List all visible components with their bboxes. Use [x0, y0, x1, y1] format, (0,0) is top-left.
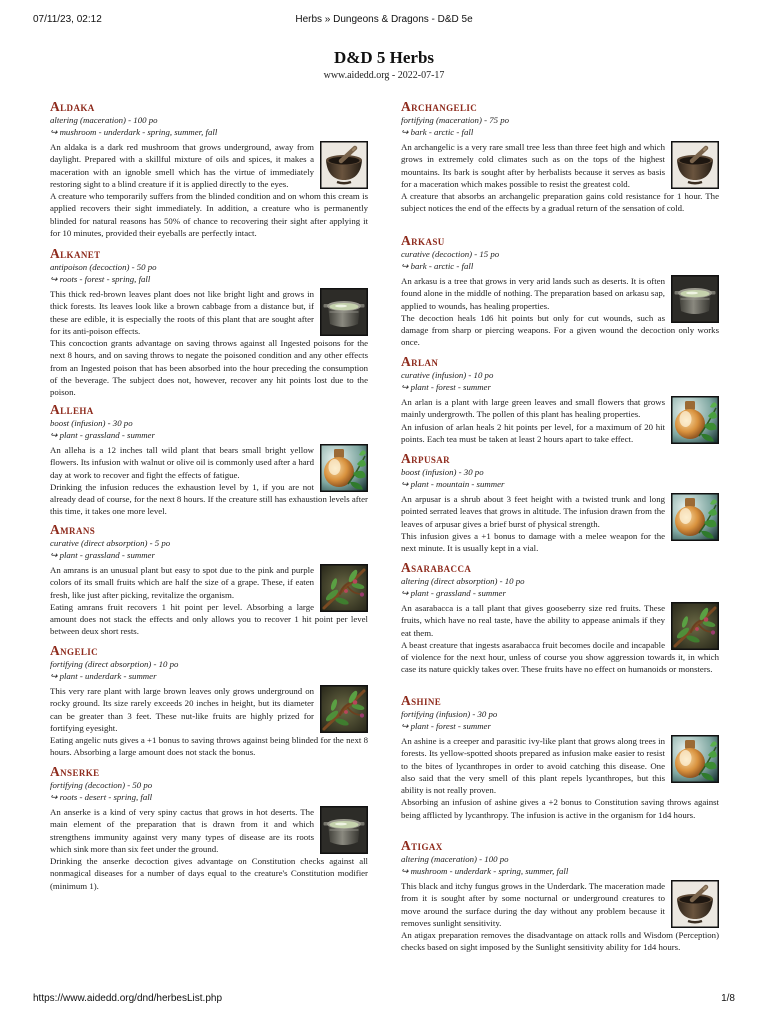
- herb-preparation: curative (infusion) - 10 po: [401, 370, 494, 380]
- herb-effect: A creature that absorbs an archangelic preparation gains cold resistance for 1 hour. The subject notices the end of the effects by a gradual return of the sensation of cold.: [401, 191, 719, 214]
- herb-lore: An arlan is a plant with large green leaves and small flowers that grows mainly undergrowth. The pollen of this plant has healing properties.: [401, 397, 665, 420]
- herb-origin: ↪ roots - desert - spring, fall: [50, 792, 153, 802]
- herb-name: Anserke: [50, 764, 100, 779]
- herb-lore: An archangelic is a very rare small tree less than three feet high and which grows in extremely cold climates such as on the tops of the highest mountains. Its bark is sought after by herbalists because it serves as basis for a maceration which makes possible to resist the greatest cold.: [401, 142, 665, 189]
- herb-origin: ↪ plant - underdark - summer: [50, 671, 157, 681]
- print-datetime: 07/11/23, 02:12: [33, 14, 102, 25]
- herb-preparation: boost (infusion) - 30 po: [401, 467, 484, 477]
- herb-name: Arlan: [401, 354, 439, 369]
- herb-name: Alleha: [50, 402, 94, 417]
- herb-lore: This very rare plant with large brown leaves only grows underground on rocky ground. Its size rarely exceeds 20 inches in height, but its diameter can be greater than 3 feet. These nut-like fruits are highly prized for fortifying eyesight.: [50, 686, 314, 733]
- herb-name: Archangelic: [401, 99, 478, 114]
- herb-preparation: altering (maceration) - 100 po: [401, 854, 509, 864]
- herb-column-right: [401, 0, 719, 953]
- herb-preparation: boost (infusion) - 30 po: [50, 418, 133, 428]
- herb-name: Amrans: [50, 522, 96, 537]
- herb-entry-arpusar: [401, 452, 719, 554]
- herb-origin: ↪ plant - grassland - summer: [50, 430, 155, 440]
- herb-preparation: fortifying (maceration) - 75 po: [401, 115, 509, 125]
- herb-effect: Eating angelic nuts gives a +1 bonus to saving throws against being blinded for the next 8 hours. Absorbing a large amount does not stack the bonus.: [50, 735, 368, 758]
- herb-effect: Absorbing an infusion of ashine gives a +2 bonus to Constitution saving throws against being afflicted by lycanthropy. The infusion is active in the organism for 1d4 hours.: [401, 797, 719, 820]
- herb-description: [50, 806, 368, 892]
- herb-name: Aldaka: [50, 99, 95, 114]
- herb-name: Ashine: [401, 693, 442, 708]
- herb-lore: An alleha is a 12 inches tall wild plant that bears small bright yellow flowers. Its infusion with walnut or olive oil is commonly used after a hard day at work to recover and fight the effects of fatigue.: [50, 445, 314, 480]
- herb-lore: An arkasu is a tree that grows in very arid lands such as deserts. It is often found alone in the middle of nothing. The preparation based on arkasu sap, applied to wounds, has healing properties.: [401, 276, 665, 311]
- herb-origin: ↪ plant - forest - summer: [401, 721, 491, 731]
- herb-entry-alleha: [50, 403, 368, 518]
- herb-effect: A beast creature that ingests asarabacca fruit becomes docile and incapable of violence for the next hour, unless of course you show aggression towards it, in which case its nature quickly takes over. These fruits have no effect on humanoids or monsters.: [401, 639, 719, 675]
- herb-name: Arpusar: [401, 451, 451, 466]
- herb-entry-ashine: [401, 694, 719, 821]
- herb-preparation: fortifying (decoction) - 50 po: [50, 780, 153, 790]
- herb-name: Alkanet: [50, 246, 101, 261]
- herb-description: [401, 396, 719, 445]
- herb-preparation: fortifying (infusion) - 30 po: [401, 709, 498, 719]
- herb-effect: Eating amrans fruit recovers 1 hit point per level. Absorbing a large amount does not stack the effects and only allows you to recover 1 hit point per level between deux short rests.: [50, 601, 368, 637]
- herb-name: Angelic: [50, 643, 99, 658]
- herb-name: Atigax: [401, 838, 443, 853]
- fruit-branch-icon: [320, 564, 368, 612]
- cauldron-icon: [320, 288, 368, 336]
- herb-description: [50, 288, 368, 399]
- herb-lore: This thick red-brown leaves plant does not like bright light and grows in thick forests. Its leaves look like a brown cabbage from a distance but, if these are edible, it is especially the roots of this plant that are sought after for its anti-poison effects.: [50, 289, 314, 336]
- cauldron-icon: [320, 806, 368, 854]
- herb-lore: This black and itchy fungus grows in the Underdark. The maceration made from it is sought after by some nocturnal or underground creatures to move around the surface during the day without any problem because it removes sunlight sensitivity.: [401, 881, 665, 928]
- mortar-pestle-icon: [671, 141, 719, 189]
- herb-preparation: curative (direct absorption) - 5 po: [50, 538, 171, 548]
- flask-icon: [671, 735, 719, 783]
- herb-origin: ↪ mushroom - underdark - spring, summer, fall: [401, 866, 569, 876]
- herb-name: Asarabacca: [401, 560, 472, 575]
- herb-effect: Drinking the infusion reduces the exhaustion level by 1, if you are not already dead of course, for the next 8 hours. If the creature still has exhaustion levels after this time, it takes one more level.: [50, 481, 368, 517]
- herb-description: [50, 444, 368, 518]
- herb-description: [401, 275, 719, 349]
- herb-origin: ↪ bark - arctic - fall: [401, 127, 474, 137]
- herb-origin: ↪ plant - mountain - summer: [401, 479, 505, 489]
- herb-preparation: curative (decoction) - 15 po: [401, 249, 500, 259]
- herb-entry-asarabacca: [401, 561, 719, 676]
- herb-lore: An aldaka is a dark red mushroom that grows underground, away from daylight. Prepared with a skillful mixture of oils and spices, it makes a maceration with an ignoble smell which has the virtue of immediately restoring sight to a blind creature if it is applied directly to the eyes.: [50, 142, 314, 189]
- print-page-title: Herbs » Dungeons & Dragons - D&D 5e: [295, 14, 473, 25]
- herb-lore: An anserke is a kind of very spiny cactus that grows in hot deserts. The main element of the preparation that is drawn from it and which strengthens immunity against very many types of disease are its roots which sink more than six feet under the ground.: [50, 807, 314, 854]
- herb-effect: An atigax preparation removes the disadvantage on attack rolls and Wisdom (Perception) checks based on sight imposed by the Sunlight sensitivity ability for 1d4 hours.: [401, 930, 719, 953]
- print-url-link[interactable]: https://www.aidedd.org/dnd/herbesList.php: [33, 993, 223, 1004]
- herb-origin: ↪ bark - arctic - fall: [401, 261, 474, 271]
- fruit-branch-icon: [320, 685, 368, 733]
- herb-description: [401, 493, 719, 554]
- herb-description: [401, 735, 719, 821]
- herb-effect: The decoction heals 1d6 hit points but only for cut wounds, such as damage from sharp or piercing weapons. For a given wound the decoction only works once.: [401, 312, 719, 348]
- herb-lore: An ashine is a creeper and parasitic ivy-like plant that grows along trees in forests. Its yellow-spotted shoots prepared as infusion make easier to resist to the bites of lycanthropes in order to avoid catching this disease. One also said that the very smell of this plant repels lycanthropes, but this ability is not really proven.: [401, 736, 665, 796]
- herb-lore: An arpusar is a shrub about 3 feet height with a twisted trunk and long pointed serrated leaves that grows in altitude. The infusion drawn from the leaves of arpusar gives a brief burst of physical strength.: [401, 494, 665, 529]
- herb-preparation: altering (direct absorption) - 10 po: [401, 576, 525, 586]
- herb-description: [50, 564, 368, 638]
- herb-lore: An asarabacca is a tall plant that gives gooseberry size red fruits. These fruits, which have no real taste, have the ability to appease animals if they eat them.: [401, 603, 665, 638]
- herb-effect: An infusion of arlan heals 2 hit points per level, for a maximum of 20 hit points. Each tea must be taken at least 2 hours apart to take effect.: [401, 421, 665, 444]
- cauldron-icon: [671, 275, 719, 323]
- herb-preparation: altering (maceration) - 100 po: [50, 115, 158, 125]
- herb-description: [50, 141, 368, 239]
- herb-entry-alkanet: [50, 247, 368, 399]
- herb-entry-archangelic: [401, 100, 719, 215]
- herb-entry-arlan: [401, 355, 719, 445]
- herb-entry-anserke: [50, 765, 368, 892]
- herb-origin: ↪ plant - grassland - summer: [401, 588, 506, 598]
- herb-description: [401, 141, 719, 215]
- herb-origin: ↪ mushroom - underdark - spring, summer, fall: [50, 127, 218, 137]
- page-title: D&D 5 Herbs: [333, 48, 435, 67]
- mortar-pestle-icon: [320, 141, 368, 189]
- herb-origin: ↪ roots - forest - spring, fall: [50, 274, 151, 284]
- flask-icon: [671, 493, 719, 541]
- herb-entry-atigax: [401, 839, 719, 954]
- herb-description: [401, 880, 719, 954]
- herb-entry-amrans: [50, 523, 368, 638]
- flask-icon: [671, 396, 719, 444]
- herb-lore: An amrans is an unusual plant but easy to spot due to the pink and purple colors of its small fruits which are half the size of a grape. These, if eaten fresh, like just after picking, revitalize the organism.: [50, 565, 314, 600]
- herb-entry-aldaka: [50, 100, 368, 239]
- herb-entry-arkasu: [401, 234, 719, 349]
- page-subtitle: www.aidedd.org - 2022-07-17: [323, 70, 445, 81]
- herb-name: Arkasu: [401, 233, 445, 248]
- herb-effect: A creature who temporarily suffers from the blinded condition and on whom this cream is applied recovers their sight immediately. In addition, a creature who is permanently blinded for natural reasons has 50% of chance to recovering their sight after applying it for 10 minutes, provided their eyeballs are perfectly intact.: [50, 191, 368, 239]
- herb-entry-angelic: [50, 644, 368, 759]
- flask-icon: [320, 444, 368, 492]
- herb-effect: Drinking the anserke decoction gives advantage on Constitution checks against all nonmagical diseases for a number of days equal to the creature's Constitution modifier (minimum 1).: [50, 856, 368, 891]
- herb-description: [401, 602, 719, 676]
- herb-origin: ↪ plant - grassland - summer: [50, 550, 155, 560]
- herb-origin: ↪ plant - forest - summer: [401, 382, 491, 392]
- herb-effect: This concoction grants advantage on saving throws against all Ingested poisons for the next 8 hours, and on saving throws to negate the poisoned condition and any other effects from an Ingested poison that has been absorbed into the hour preceding the consumption of the beverage. The subject does not, however, recover any hit points lost due to the poison.: [50, 338, 368, 398]
- herb-description: [50, 685, 368, 759]
- mortar-pestle-icon: [671, 880, 719, 928]
- herb-preparation: antipoison (decoction) - 50 po: [50, 262, 157, 272]
- fruit-branch-icon: [671, 602, 719, 650]
- herb-preparation: fortifying (direct absorption) - 10 po: [50, 659, 179, 669]
- page-number: 1/8: [721, 993, 735, 1004]
- herb-effect: This infusion gives a +1 bonus to damage with a melee weapon for the next minute. It is usually kept in a vial.: [401, 530, 665, 554]
